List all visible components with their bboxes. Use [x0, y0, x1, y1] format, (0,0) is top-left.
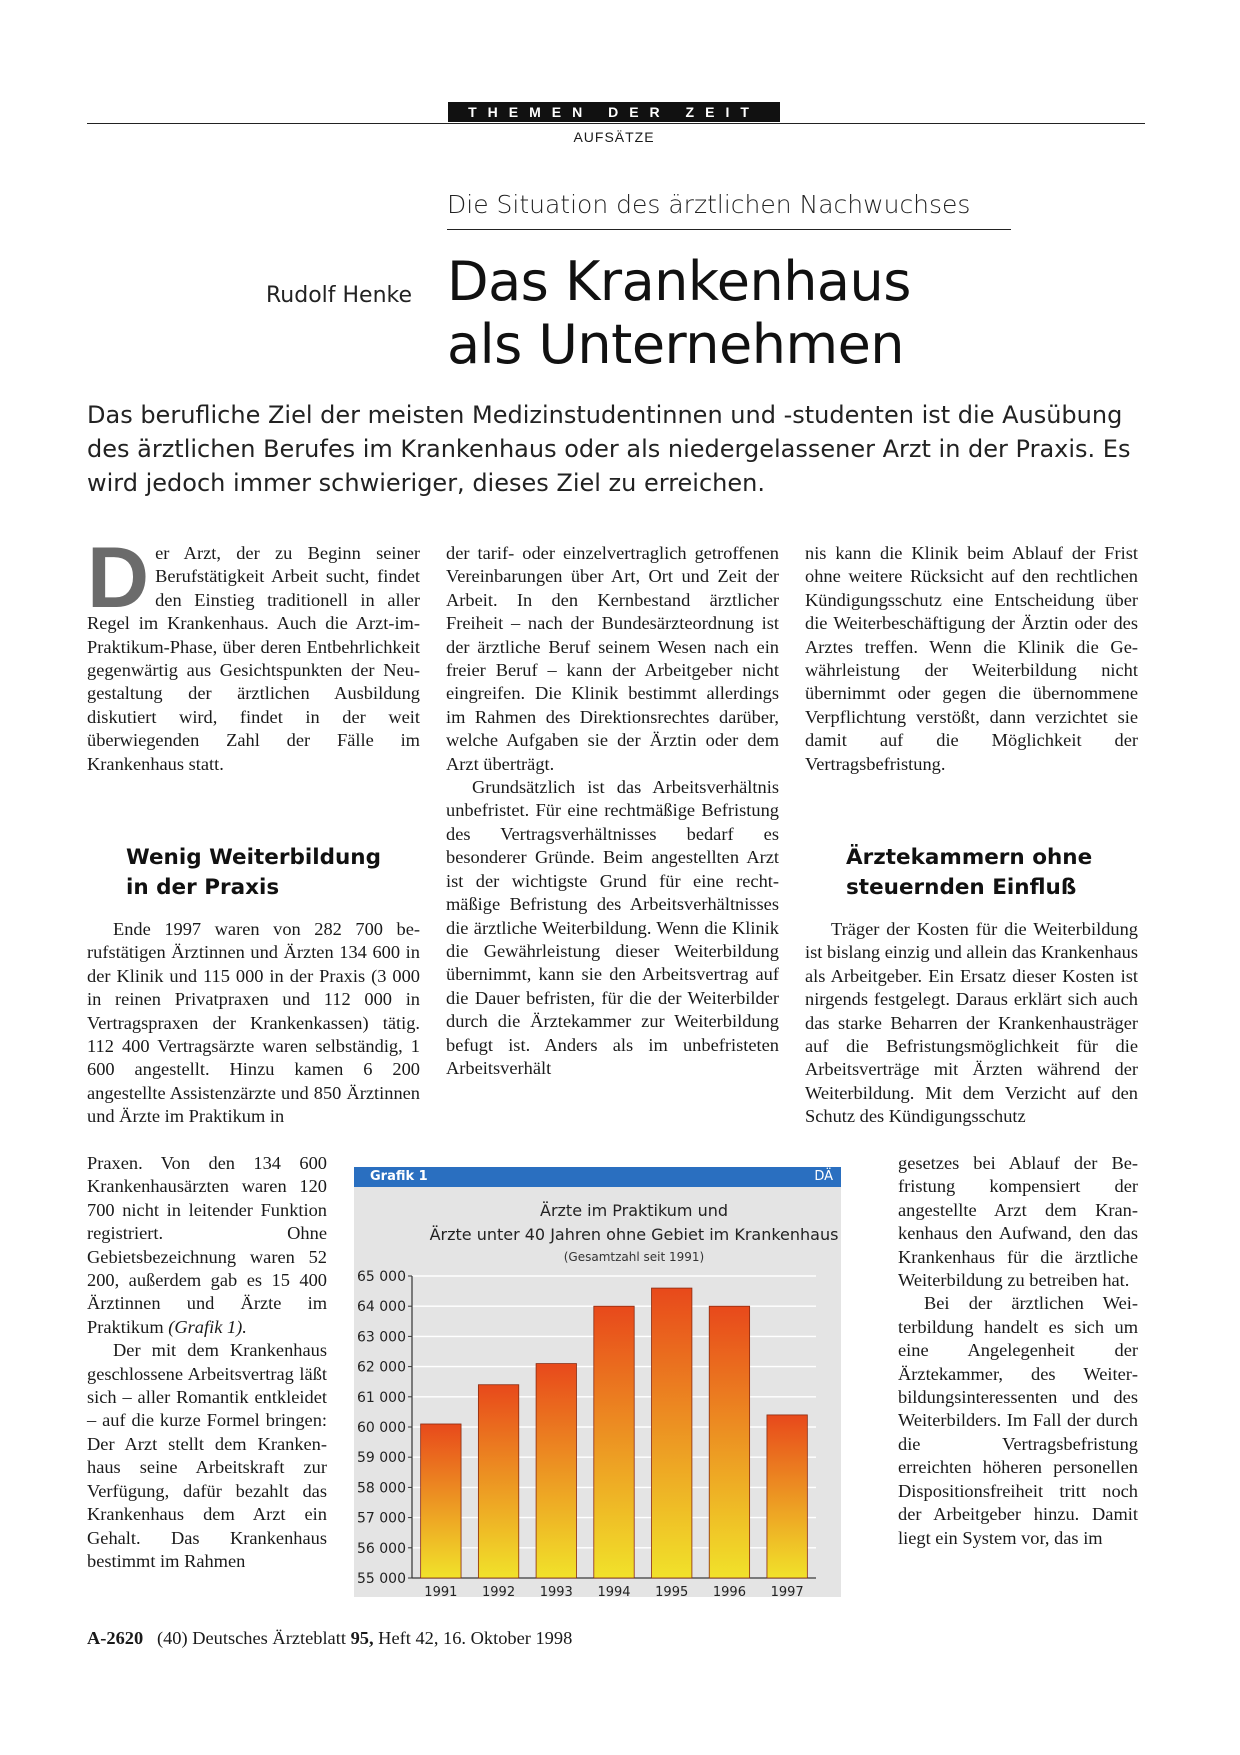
- bar-chart: [354, 1187, 841, 1597]
- chart-subtitle: (Gesamtzahl seit 1991): [563, 1250, 705, 1264]
- y-tick-label: 56 000: [357, 1540, 406, 1557]
- paragraph: Ende 1997 waren von 282 700 berufstätigen Ärztinnen und Ärzten 134 600 in der Klinik und 115 000 in der Praxis (3 000 in reinen Privatpraxen und 112 000 in Vertragspraxen der Krankenkassen) tätig. 112 400 Vertragsärzte waren selbständig, 1 600 angestellt. Hinzu kamen 6 200 angestellte Assistenzärzte und 850 Ärztinnen und Ärzte im Praktikum in: [87, 919, 420, 1127]
- kicker-rule: [447, 229, 1011, 230]
- page-footer: [87, 1628, 572, 1649]
- paragraph: Der mit dem Krankenhaus geschlossene Arbeitsvertrag läßt sich – aller Romantik entkleidet – auf die kurze Formel bringen: Der Arzt stellt dem Krankenhaus seine Arbeitskraft zur Verfügung, dafür bezahlt das Krankenhaus dem Arzt ein Gehalt. Das Krankenhaus bestimmt im Rahmen: [87, 1340, 327, 1571]
- chart-title-line-2: Ärzte unter 40 Jahren ohne Gebiet im Krankenhaus: [429, 1225, 839, 1244]
- x-tick-label: 1997: [770, 1585, 804, 1597]
- bar-1992: [478, 1385, 518, 1578]
- x-tick-label: 1992: [482, 1585, 516, 1597]
- figure-label: Grafik 1: [370, 1169, 428, 1184]
- paragraph: Träger der Kosten für die Weiterbildung ist bislang einzig und allein das Krankenhaus als Arbeitgeber. Ein Ersatz dieser Kosten ist nirgends festgelegt. Daraus erklärt sich auch das starke Beharren der Krankenhausträger auf die Befristungsmöglichkeit für die Arbeitsverträge mit Ärzten während der Weiterbildung. Mit dem Verzicht auf den Schutz des Kündigungsschutz: [805, 919, 1138, 1127]
- bar-1997: [767, 1415, 807, 1578]
- y-tick-label: 62 000: [357, 1359, 406, 1376]
- section-label: THEMEN DER ZEIT: [448, 102, 780, 122]
- article-title: [447, 250, 911, 376]
- column-3-narrow: [898, 1152, 1138, 1550]
- paragraph-text: er Arzt, der zu Beginn seiner Berufstätigkeit Arbeit sucht, findet den Einstieg traditionell in aller Regel im Krankenhaus. Auch die Arzt-im-Praktikum-Phase, über deren Entbehrlichkeit gegenwärtig aus Gesichtspunkten der Neugestaltung der ärztlichen Ausbildung diskutiert wird, findet in der weit überwiegenden Zahl der Fälle im Krankenhaus statt.: [87, 543, 420, 774]
- subheading-2: Ärztekammern ohne steuernden Einfluß: [846, 845, 1093, 900]
- x-tick-label: 1993: [539, 1585, 573, 1597]
- y-tick-label: 59 000: [357, 1450, 406, 1467]
- paragraph: gesetzes bei Ablauf der Befristung kompensiert der angestellte Arzt dem Krankenhaus den Aufwand, den das Krankenhaus für die ärztliche Weiterbildung zu betreiben hat.: [898, 1153, 1138, 1291]
- article-lead: Das berufliche Ziel der meisten Medizinstudentinnen und -studenten ist die Ausübung des ärztlichen Berufes im Krankenhaus oder als niedergelassener Arzt in der Praxis. Es wird jedoch immer schwieriger, dieses Ziel zu erreichen.: [87, 401, 1131, 497]
- page-number: A-2620: [87, 1628, 144, 1648]
- y-tick-label: 61 000: [357, 1389, 406, 1406]
- page-number-alt: (40): [156, 1628, 188, 1648]
- column-3-top: [805, 542, 1138, 776]
- y-tick-label: 57 000: [357, 1510, 406, 1527]
- column-1-middle: [87, 918, 420, 1129]
- y-tick-label: 60 000: [357, 1420, 406, 1436]
- journal-issue: Heft 42, 16. Oktober 1998: [378, 1628, 573, 1648]
- y-tick-label: 63 000: [357, 1329, 406, 1346]
- column-1-narrow: [87, 1152, 327, 1573]
- title-line-1: Das Krankenhaus: [447, 250, 911, 313]
- paragraph: Bei der ärztlichen Weiterbildung handelt es sich um eine Angelegenheit der Ärztekammer, des Weiterbildungsinteressenten und des Weiterbilders. Im Fall der durch die Vertragsbefristung erreichten höheren personellen Dispositionsfreiheit tritt noch der Arbeitgeber hinzu. Damit liegt ein System vor, das im: [898, 1293, 1138, 1548]
- x-tick-label: 1991: [424, 1585, 458, 1597]
- journal-name: Deutsches Ärzteblatt: [192, 1628, 346, 1648]
- paragraph-text: Praxen. Von den 134 600 Krankenhausärzten waren 120 700 nicht in leitender Funktion registriert. Ohne Gebietsbezeichnung waren 52 200, außerdem gab es 15 400 Ärztinnen und Ärzte im Praktikum: [87, 1153, 327, 1337]
- chart-title-line-1: Ärzte im Praktikum und: [540, 1201, 728, 1220]
- column-3-middle: [805, 918, 1138, 1129]
- figure-source: DÄ: [814, 1169, 833, 1184]
- paragraph: der tarif- oder einzelvertraglich getroffenen Vereinbarungen über Art, Ort und Zeit der Arbeit. In den Kernbestand ärztlicher Freiheit – nach der Bundesärzteordnung ist der ärztliche Beruf seinem Wesen nach ein freier Beruf – kann der Arbeitgeber nicht eingreifen. Die Klinik bestimmt allerdings im Rahmen des Direktionsrechtes darüber, welche Aufgaben sie der Ärztin oder dem Arzt überträgt.: [446, 543, 779, 774]
- bar-1993: [536, 1364, 576, 1578]
- article-author: Rudolf Henke: [266, 283, 413, 308]
- drop-cap: D: [87, 530, 150, 626]
- bar-1994: [594, 1306, 634, 1578]
- subheading-1: Wenig Weiterbildung in der Praxis: [126, 845, 381, 900]
- y-tick-label: 64 000: [357, 1299, 406, 1316]
- title-line-2: als Unternehmen: [447, 313, 905, 376]
- paragraph: [87, 530, 420, 776]
- figure-reference: (Grafik 1).: [168, 1316, 247, 1337]
- y-tick-label: 58 000: [357, 1480, 406, 1497]
- x-tick-label: 1994: [597, 1585, 631, 1597]
- journal-volume: 95,: [350, 1628, 374, 1648]
- paragraph: nis kann die Klinik beim Ablauf der Frist ohne weitere Rücksicht auf den rechtlichen Kündigungsschutz eine Entscheidung über die Weiterbeschäftigung der Ärztin oder des Arztes treffen. Wenn die Klinik die Gewährleistung der Weiterbildung nicht übernimmt oder gegen die übernommene Verpflichtung verstößt, dann verzichtet sie damit auf die Möglichkeit der Vertragsbefristung.: [805, 543, 1138, 774]
- article-kicker: Die Situation des ärztlichen Nachwuchses: [447, 190, 971, 219]
- paragraph: [87, 1152, 327, 1339]
- figure-header: [354, 1167, 841, 1187]
- y-tick-label: 65 000: [357, 1269, 406, 1285]
- figure-grafik-1: [354, 1167, 841, 1597]
- y-tick-label: 55 000: [357, 1571, 406, 1587]
- x-tick-label: 1995: [655, 1585, 689, 1597]
- rubric-label: AUFSÄTZE: [573, 129, 655, 145]
- column-2: [446, 542, 779, 1080]
- bar-1991: [421, 1424, 461, 1578]
- paragraph: Grundsätzlich ist das Arbeitsverhältnis unbefristet. Für eine rechtmäßige Befristung des Vertragsverhältnisses bedarf es besonderer Gründe. Beim angestellten Arzt ist der wichtigste Grund für eine rechtmäßige Befristung des Arbeitsverhältnisses die ärztliche Weiterbildung. Wenn die Klinik die Gewährleistung dieser Weiterbildung übernimmt, kann sie den Arbeitsvertrag auf die Dauer befristen, für die der Weiterbilder durch die Ärztekammer zur Weiterbildung befugt ist. Anders als im unbefristeten Arbeitsverhält: [446, 777, 779, 1078]
- header-rule: [87, 123, 1145, 124]
- x-tick-label: 1996: [712, 1585, 746, 1597]
- bar-1996: [709, 1306, 749, 1578]
- bar-1995: [652, 1288, 692, 1578]
- column-1-top: [87, 530, 420, 776]
